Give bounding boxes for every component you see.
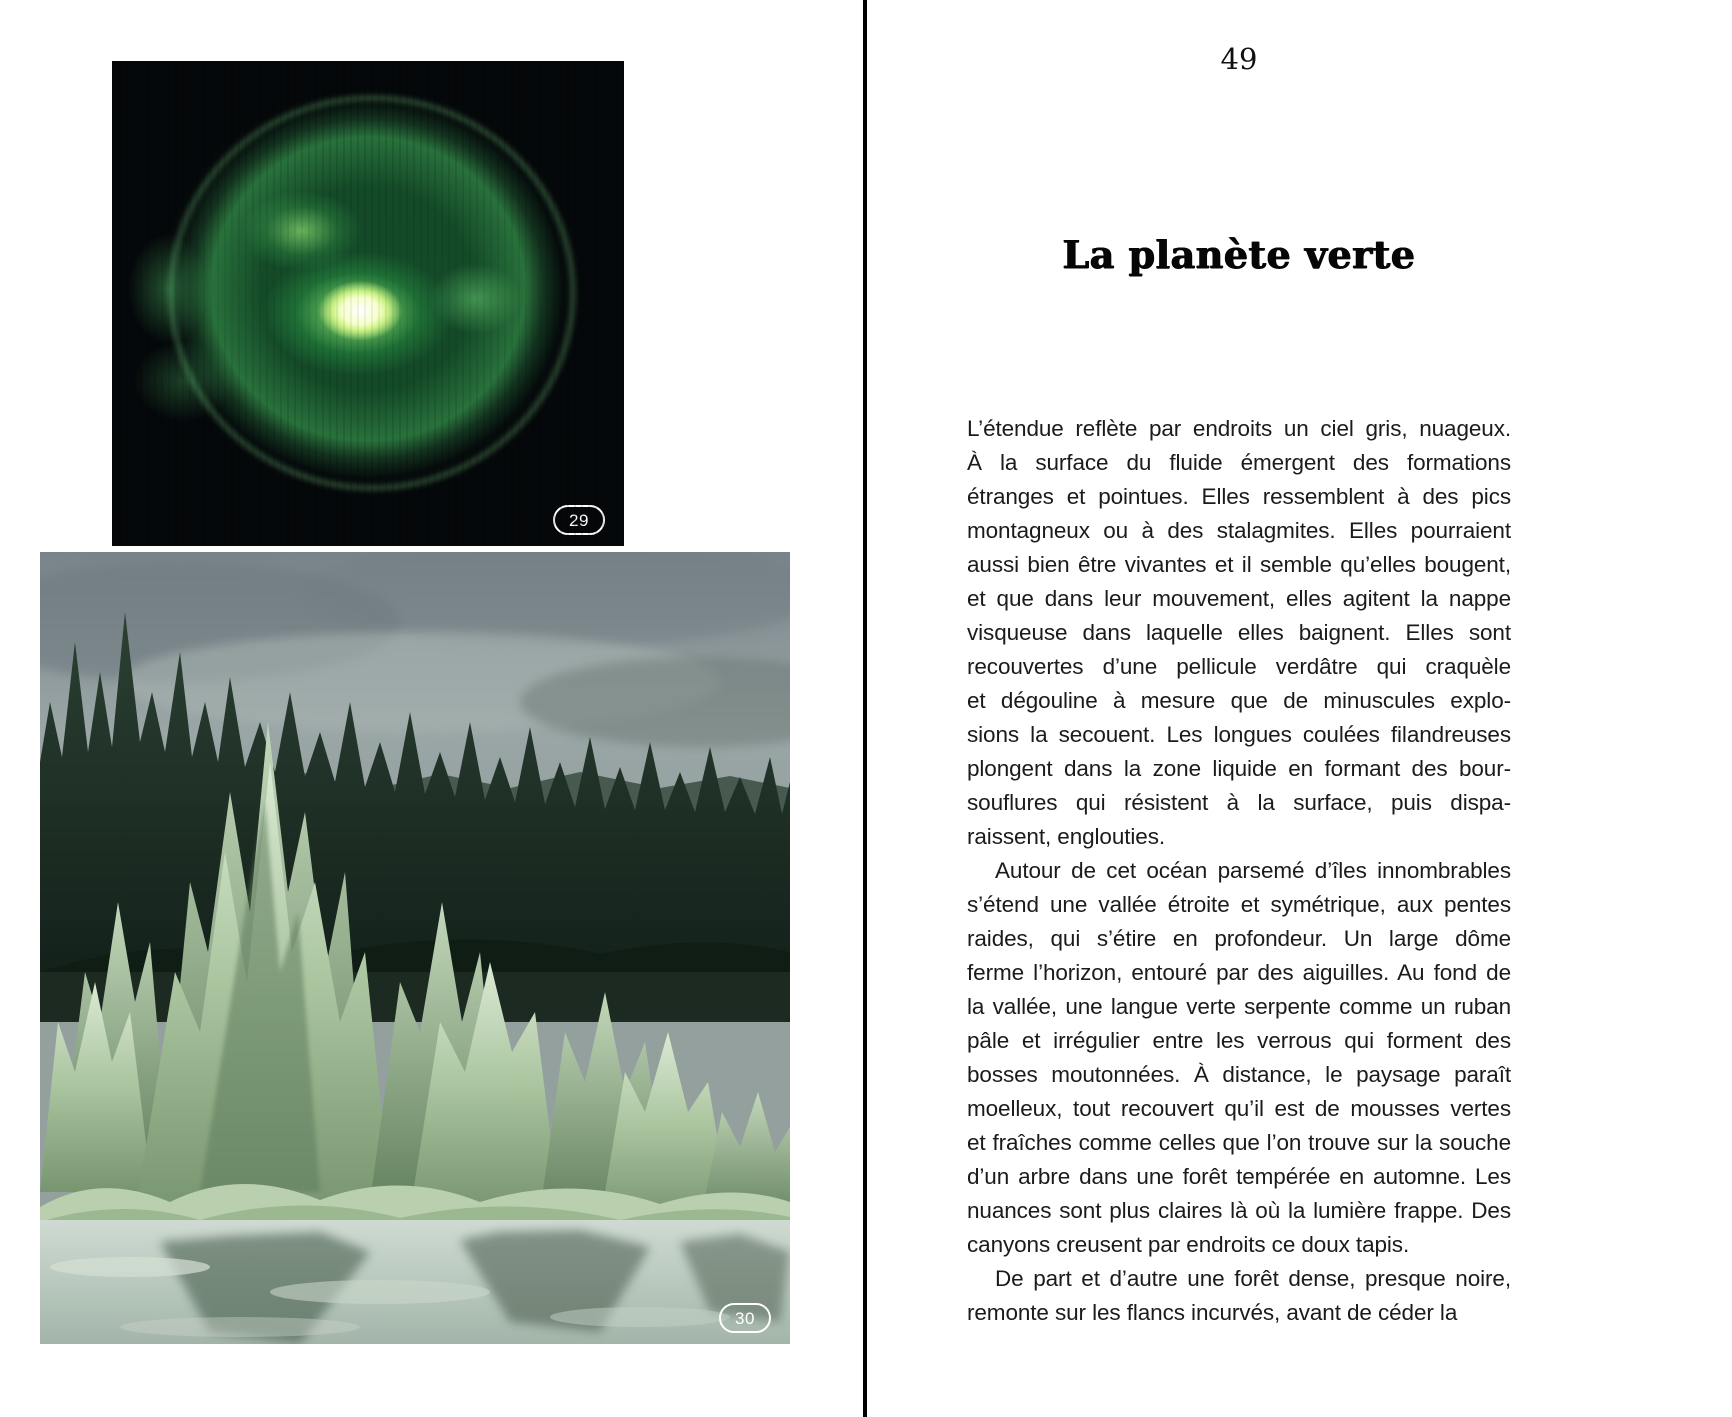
figure-number-badge: 30 (719, 1303, 771, 1333)
text-line: De part et d’autre une forêt dense, presque noire, (995, 1266, 1511, 1291)
text-line: À la surface du fluide émergent des formations (967, 450, 1511, 475)
text-line: pâle et irrégulier entre les verrous qui forment des (967, 1028, 1511, 1053)
body-text (967, 412, 1511, 1330)
text-line: L’étendue reflète par endroits un ciel gris, nuageux. (967, 416, 1511, 441)
text-line: ferme l’horizon, entouré par des aiguilles. Au fond de (967, 960, 1511, 985)
text-line: et que dans leur mouvement, elles agitent la nappe (967, 586, 1511, 611)
text-line: plongent dans la zone liquide en formant des bour- (967, 756, 1511, 781)
page-divider (863, 0, 867, 1417)
chapter-title: La planète verte (1062, 232, 1416, 277)
text-line: Autour de cet océan parsemé d’îles innombrables (995, 858, 1511, 883)
swamp-photo (40, 552, 790, 1344)
text-line: aussi bien être vivantes et il semble qu’elles bougent, (967, 552, 1511, 577)
text-line: nuances sont plus claires là où la lumière frappe. Des (967, 1198, 1511, 1223)
text-line: raissent, englouties. (967, 824, 1166, 849)
text-line: raides, qui s’étire en profondeur. Un large dôme (967, 926, 1511, 951)
text-line: sions la secouent. Les longues coulées filandreuses (967, 722, 1511, 747)
text-line: s’étend une vallée étroite et symétrique, aux pentes (967, 892, 1511, 917)
text-line: bosses moutonnées. À distance, le paysage paraît (967, 1062, 1511, 1087)
figure-number-badge: 29 (553, 505, 605, 535)
text-line: remonte sur les flancs incurvés, avant de céder la (967, 1300, 1458, 1325)
text-line: étranges et pointues. Elles ressemblent à des pics (967, 484, 1511, 509)
text-line: la vallée, une langue verte serpente comme un ruban (967, 994, 1511, 1019)
text-line: d’un arbre dans une forêt tempérée en automne. Les (967, 1164, 1511, 1189)
page-number: 49 (1220, 42, 1258, 76)
text-line: visqueuse dans laquelle elles baignent. Elles sont (967, 620, 1511, 645)
text-line: montagneux ou à des stalagmites. Elles pourraient (967, 518, 1511, 543)
planet-photo (112, 61, 624, 546)
text-line: et fraîches comme celles que l’on trouve sur la souche (967, 1130, 1511, 1155)
text-line: recouvertes d’une pellicule verdâtre qui craquèle (967, 654, 1511, 679)
text-line: et dégouline à mesure que de minuscules explo- (967, 688, 1511, 713)
text-line: souflures qui résistent à la surface, puis dispa- (967, 790, 1511, 815)
swamp-illustration (40, 552, 790, 1344)
text-line: moelleux, tout recouvert qu’il est de mousses vertes (967, 1096, 1511, 1121)
text-line: canyons creusent par endroits ce doux tapis. (967, 1232, 1410, 1257)
